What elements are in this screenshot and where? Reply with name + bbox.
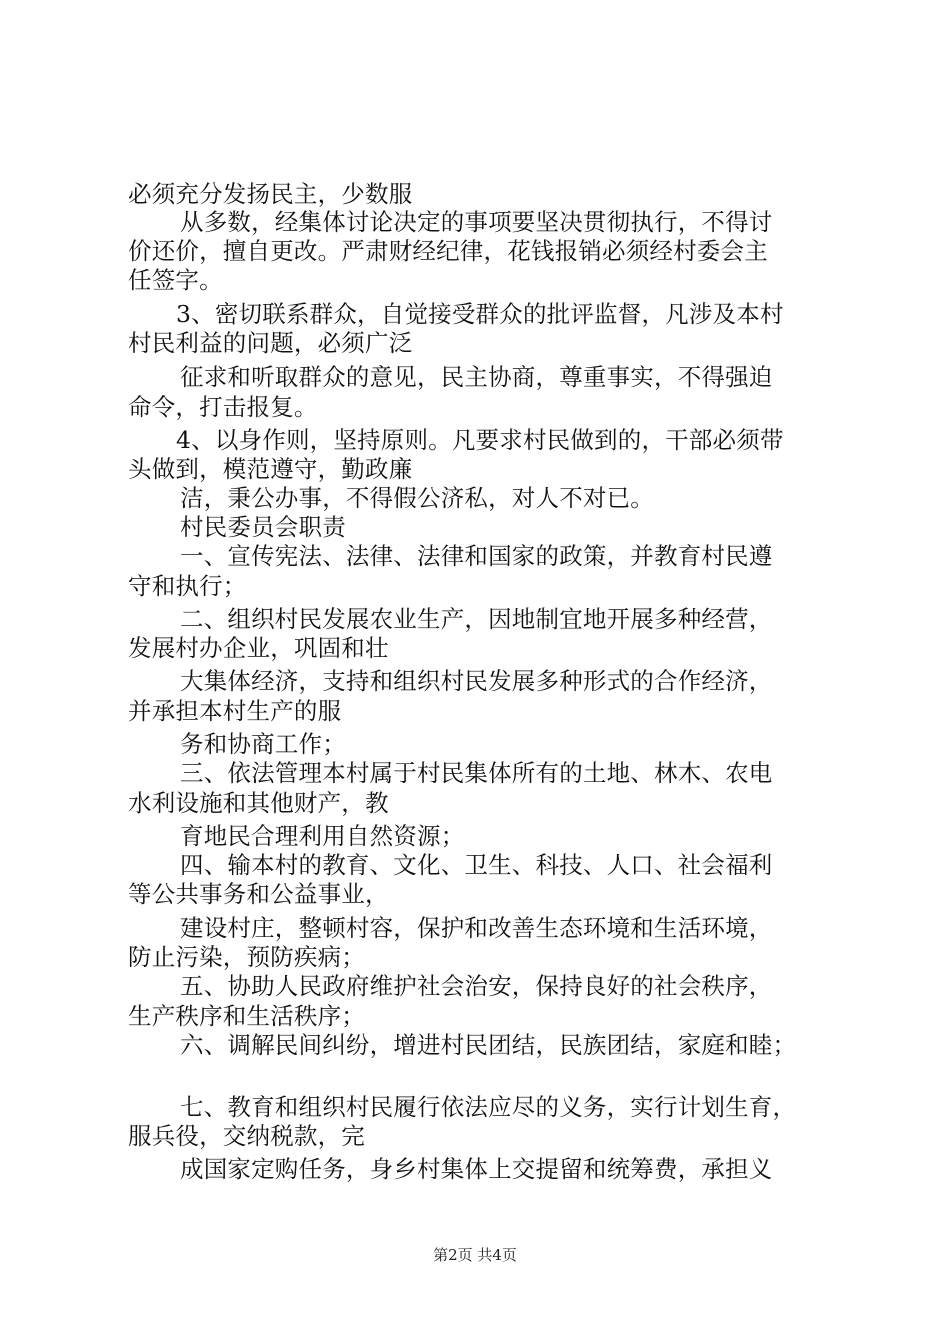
text-line-27: 五、协助人民政府维护社会治安，保持良好的社会秩序， (180, 972, 773, 1000)
text-line-5: 3、密切联系群众，自觉接受群众的批评监督，凡涉及本村 (176, 300, 784, 328)
text-line-26: 防止污染，预防疾病； (128, 943, 365, 971)
text-line-7: 征求和听取群众的意见，民主协商，尊重事实，不得强迫 (180, 363, 773, 391)
text-line-25: 建设村庄，整顿村容，保护和改善生态环境和生活环境， (180, 914, 773, 942)
text-line-13: 一、宣传宪法、法律、法律和国家的政策，并教育村民遵 (180, 542, 773, 570)
text-line-30: 七、教育和组织村民履行依法应尽的义务，实行计划生育， (180, 1093, 797, 1121)
text-line-6: 村民利益的问题，必须广泛 (128, 329, 413, 357)
text-line-23: 四、输本村的教育、文化、卫生、科技、人口、社会福利 (180, 851, 773, 879)
text-line-11: 洁，秉公办事，不得假公济私，对人不对已。 (180, 484, 654, 512)
section-heading: 村民委员会职责 (180, 513, 346, 541)
text-line-14: 守和执行； (128, 572, 247, 600)
text-line-17: 大集体经济，支持和组织村民发展多种形式的合作经济， (180, 667, 773, 695)
text-line-29: 六、调解民间纠纷，增进村民团结，民族团结，家庭和睦； (180, 1031, 797, 1059)
text-line-8: 命令，打击报复。 (128, 393, 318, 421)
text-line-21: 水利设施和其他财产，教 (128, 789, 389, 817)
text-line-10: 头做到，模范遵守，勤政廉 (128, 455, 413, 483)
page-number-footer: 第2页 共4页 (433, 1246, 517, 1264)
text-line-22: 育地民合理利用自然资源； (180, 822, 465, 850)
text-line-24: 等公共事务和公益事业， (128, 880, 389, 908)
text-line-2: 从多数，经集体讨论决定的事项要坚决贯彻执行，不得讨 (180, 208, 773, 236)
text-line-18: 并承担本村生产的服 (128, 697, 342, 725)
text-line-19: 务和协商工作； (180, 730, 346, 758)
text-line-31: 服兵役，交纳税款，完 (128, 1122, 365, 1150)
text-line-1: 必须充分发扬民主，少数服 (128, 180, 413, 208)
text-line-15: 二、组织村民发展农业生产，因地制宜地开展多种经营， (180, 605, 773, 633)
text-line-32: 成国家定购任务，身乡村集体上交提留和统筹费，承担义 (180, 1155, 773, 1183)
text-line-4: 任签字。 (128, 266, 223, 294)
text-line-16: 发展村办企业，巩固和壮 (128, 634, 389, 662)
text-line-20: 三、依法管理本村属于村民集体所有的土地、林木、农电 (180, 759, 773, 787)
text-line-28: 生产秩序和生活秩序； (128, 1002, 365, 1030)
text-line-9: 4、以身作则，坚持原则。凡要求村民做到的，干部必须带 (176, 426, 784, 454)
text-line-3: 价还价，擅自更改。严肃财经纪律，花钱报销必须经村委会主 (128, 237, 768, 265)
